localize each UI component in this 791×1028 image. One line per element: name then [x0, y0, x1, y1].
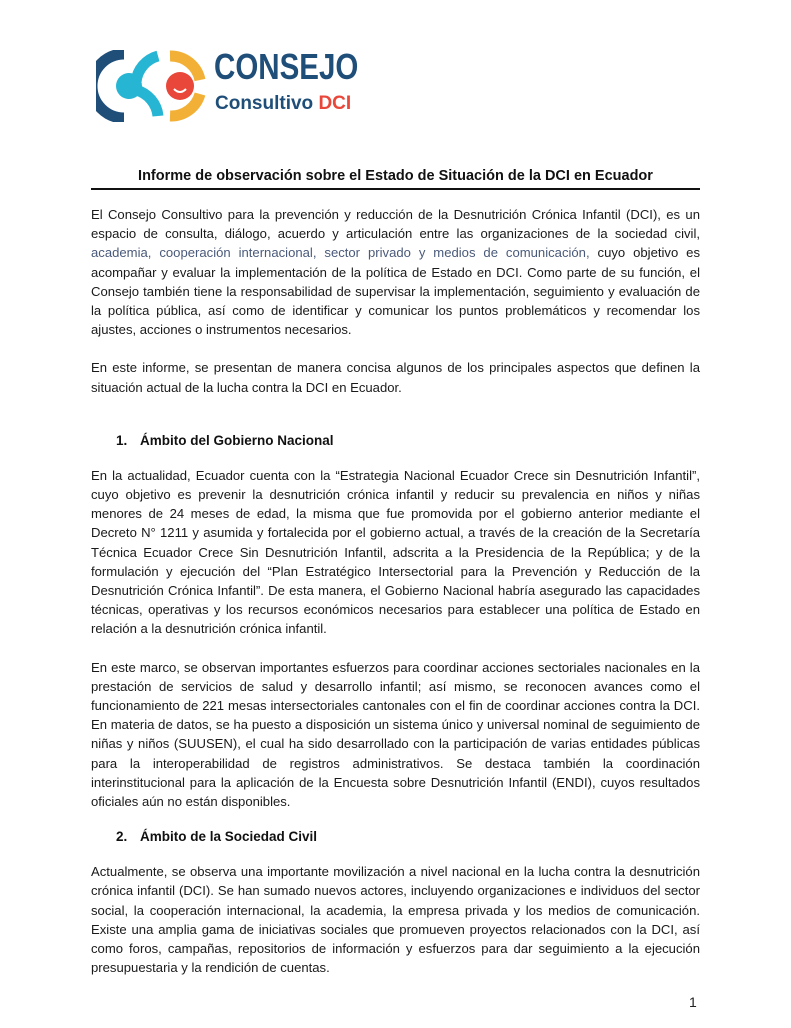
intro-text-highlight: academia, cooperación internacional, sector privado y medios de comunicación, — [91, 245, 590, 261]
page-number: 1 — [689, 994, 697, 1010]
logo-subtitle — [215, 92, 351, 116]
logo-mark-icon — [96, 50, 208, 122]
section-number: 2. — [116, 829, 128, 845]
section-1-paragraph-2: En este marco, se observan importantes esfuerzos para coordinar acciones sectoriales nacionales en la prestación de servicios de salud y desarrollo infantil; así mismo, se reconocen avances como el funcionamiento de 221 mesas intersectoriales cantonales con el fin de coordinar acciones contra la DCI. En materia de datos, se ha puesto a disposición un sistema único y universal nominal de seguimiento de niñas y niños (SUUSEN), el cual ha sido desarrollado con la participación de varias entidades públicas para la interoperabilidad de registros administrativos. Se destaca también la coordinación interinstitucional para la aplicación de la Encuesta sobre Desnutrición Infantil (ENDI), cuyos resultados oficiales aún no están disponibles. — [91, 659, 700, 810]
consejo-logo — [96, 48, 376, 124]
intro-text-b: cuyo objetivo es acompañar y evaluar la implementación de la política de Estado en DCI. Como parte de su función, el Consejo también tiene la responsabilidad de supervisar la implementación, seguimiento y evaluación de la política pública, así como de identificar y comunicar los puntos problemáticos y recomendar los ajustes, acciones o instrumentos necesarios. — [91, 245, 700, 338]
section-2-paragraph-1: Actualmente, se observa una importante movilización a nivel nacional en la lucha contra la desnutrición crónica infantil (DCI). Se han sumado nuevos actores, incluyendo organizaciones e individuos del sector social, la cooperación internacional, la academia, la empresa privada y los medios de comunicación. Existe una amplia gama de iniciativas sociales que promueven proyectos relacionados con la DCI, así como foros, campañas, repositorios de información y esfuerzos para dar seguimiento a la ejecución presupuestaria y la rendición de cuentas. — [91, 864, 700, 976]
section-title: Ámbito del Gobierno Nacional — [140, 432, 334, 448]
section-title: Ámbito de la Sociedad Civil — [140, 829, 318, 845]
section-heading-2 — [91, 827, 700, 846]
logo-subtitle-accent: DCI — [318, 93, 352, 114]
logo-subtitle-main: Consultivo — [215, 93, 314, 114]
document-body — [91, 166, 700, 978]
document-title: Informe de observación sobre el Estado de Situación de la DCI en Ecuador — [91, 166, 700, 190]
intro-paragraph-2: En este informe, se presentan de manera concisa algunos de los principales aspectos que definen la situación actual de la lucha contra la DCI en Ecuador. — [91, 360, 700, 395]
intro-text-a: El Consejo Consultivo para la prevención y reducción de la Desnutrición Crónica Infantil (DCI), es un espacio de consulta, diálogo, acuerdo y articulación entre las organizaciones de la sociedad civil, — [91, 207, 700, 242]
intro-paragraph-1 — [91, 205, 700, 339]
logo-wordmark: CONSEJO — [214, 46, 359, 87]
section-1-paragraph-1: En la actualidad, Ecuador cuenta con la “Estrategia Nacional Ecuador Crece sin Desnutrición Infantil”, cuyo objetivo es prevenir la desnutrición crónica infantil y reducir su prevalencia en niños y niñas menores de 24 meses de edad, la misma que fue promovida por el gobierno anterior mediante el Decreto N° 1211 y asumida y fortalecida por el gobierno actual, a través de la creación de la Secretaría Técnica Ecuador Crece Sin Desnutrición Infantil, adscrita a la Presidencia de la República; y de la formulación y ejecución del “Plan Estratégico Intersectorial para la Prevención y Reducción de la Desnutrición Crónica Infantil”. De esta manera, el Gobierno Nacional habría asegurado las capacidades técnicas, operativas y los recursos económicos necesarios para establecer una política de Estado en relación a la desnutrición crónica infantil. — [91, 467, 700, 637]
section-number: 1. — [116, 432, 128, 448]
section-heading-1 — [91, 431, 700, 450]
